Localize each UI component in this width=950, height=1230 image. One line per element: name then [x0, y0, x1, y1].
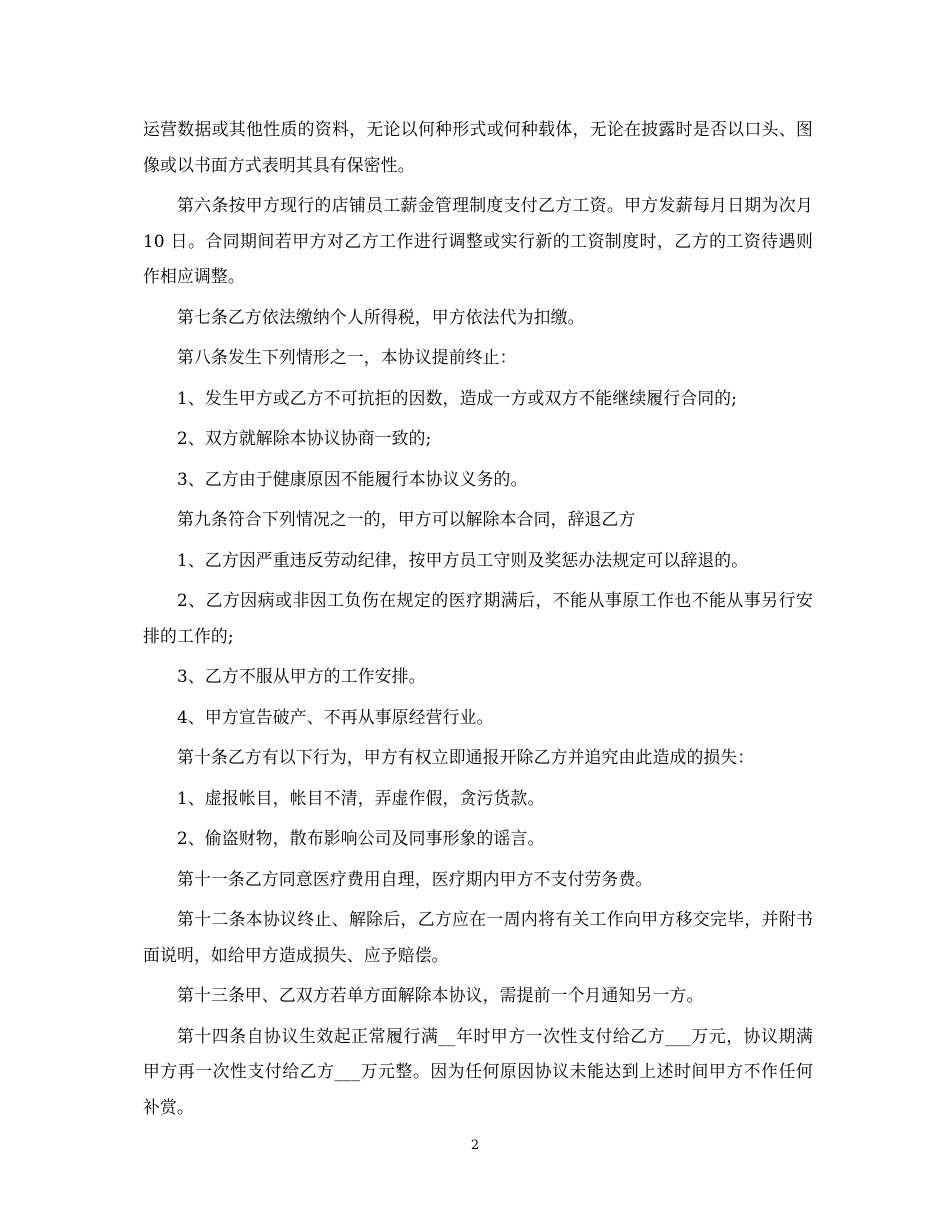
- paragraph-article-6: 第六条按甲方现行的店铺员工薪金管理制度支付乙方工资。甲方发薪每月日期为次月 10 日。合同期间若甲方对乙方工作进行调整或实行新的工资制度时，乙方的工资待遇则作相应调整。: [143, 195, 813, 286]
- list-item-article-8-3: 3、乙方由于健康原因不能履行本协议义务的。: [177, 468, 528, 489]
- list-item-article-9-2: 2、乙方因病或非因工负伤在规定的医疗期满后，不能从事原工作也不能从事另行安排的工作的;: [143, 590, 813, 646]
- paragraph-article-9: 第九条符合下列情况之一的，甲方可以解除本合同，辞退乙方: [177, 509, 636, 529]
- list-item-article-10-2: 2、偷盗财物，散布影响公司及同事形象的谣言。: [177, 828, 545, 848]
- list-item-article-8-1: 1、发生甲方或乙方不可抗拒的因数，造成一方或双方不能继续履行合同的;: [177, 387, 738, 408]
- list-item-article-9-1: 1、乙方因严重违反劳动纪律，按甲方员工守则及奖惩办法规定可以辞退的。: [177, 549, 749, 570]
- page-number: 2: [470, 1138, 480, 1153]
- paragraph-article-8: 第八条发生下列情形之一，本协议提前终止：: [177, 347, 517, 367]
- paragraph-article-11: 第十一条乙方同意医疗费用自理，医疗期内甲方不支付劳务费。: [177, 868, 653, 889]
- paragraph-article-10: 第十条乙方有以下行为，甲方有权立即通报开除乙方并追究由此造成的损失：: [177, 747, 755, 767]
- list-item-article-8-2: 2、双方就解除本协议协商一致的;: [177, 428, 432, 448]
- paragraph-confidential-info-continued: 运营数据或其他性质的资料，无论以何种形式或何种载体，无论在披露时是否以口头、图像或以书面方式表明其具有保密性。: [143, 119, 813, 175]
- paragraph-article-13: 第十三条甲、乙双方若单方面解除本协议，需提前一个月通知另一方。: [177, 985, 704, 1005]
- paragraph-article-7: 第七条乙方依法缴纳个人所得税，甲方依法代为扣缴。: [177, 306, 585, 327]
- list-item-article-10-1: 1、虚报帐目，帐目不清，弄虚作假，贪污货款。: [177, 787, 545, 808]
- list-item-article-9-3: 3、乙方不服从甲方的工作安排。: [177, 666, 426, 686]
- paragraph-article-14: 第十四条自协议生效起正常履行满__年时甲方一次性支付给乙方___万元，协议期满甲方再一次性支付给乙方___万元整。因为任何原因协议未能达到上述时间甲方不作任何补赏。: [143, 1025, 813, 1117]
- list-item-article-9-4: 4、甲方宣告破产、不再从事原经营行业。: [177, 706, 494, 727]
- paragraph-article-12: 第十二条本协议终止、解除后，乙方应在一周内将有关工作向甲方移交完毕，并附书面说明，如给甲方造成损失、应予赔偿。: [143, 909, 813, 965]
- document-body: [143, 112, 813, 1130]
